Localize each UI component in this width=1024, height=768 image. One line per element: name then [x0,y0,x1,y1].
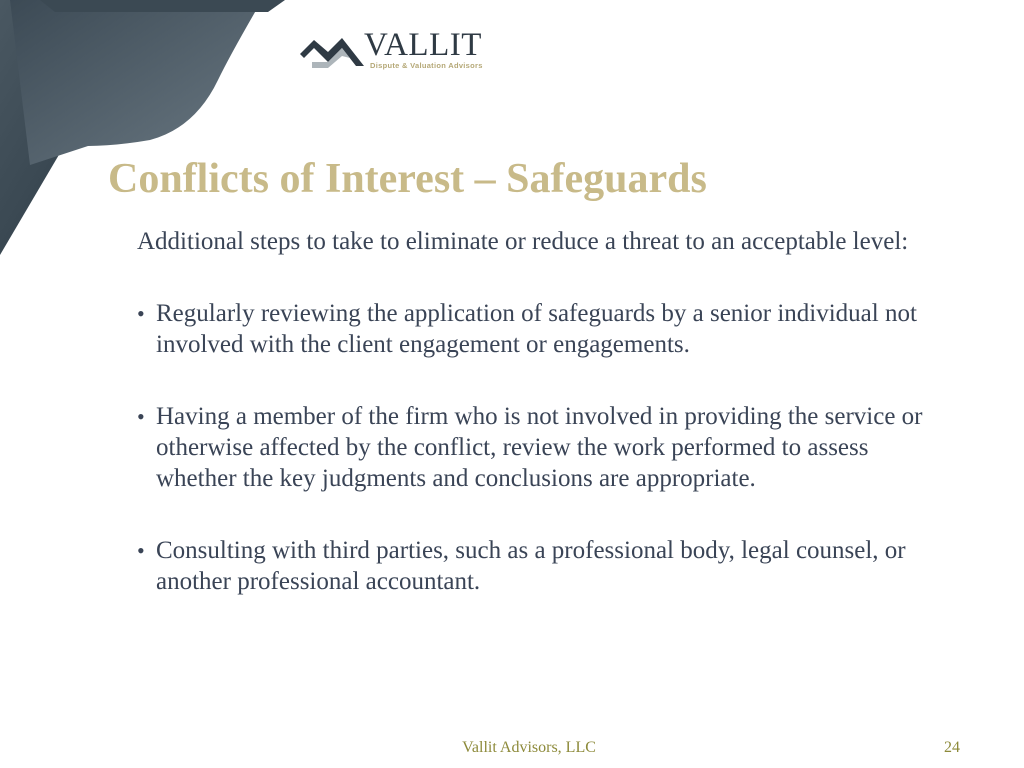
bullet-item [137,298,947,360]
intro-text: Additional steps to take to eliminate or reduce a threat to an acceptable level: [137,228,909,255]
corner-light-sweep [10,0,262,165]
logo-mark-icon [298,32,368,68]
company-logo [298,28,490,74]
bullet-marker: • [137,301,145,326]
bullet-text: Regularly reviewing the application of safeguards by a senior individual not involved with the client engagement or engagements. [156,300,917,358]
slide-title: Conflicts of Interest – Safeguards [108,156,707,202]
footer-company: Vallit Advisors, LLC [462,739,596,756]
logo-tagline: Dispute & Valuation Advisors [370,61,483,70]
corner-decoration [0,0,300,260]
corner-top-band [40,0,285,12]
bullet-item [137,401,947,494]
bullet-marker: • [137,538,145,563]
bullet-item [137,535,947,597]
logo-wordmark: VALLIT [364,27,482,63]
bullet-text: Having a member of the firm who is not involved in providing the service or otherwise affected by the conflict, review the work performed to assess whether the key judgments and conclusions are appropriate. [156,403,923,492]
bullet-marker: • [137,404,145,429]
page-number: 24 [944,739,960,756]
bullet-text: Consulting with third parties, such as a professional body, legal counsel, or another professional accountant. [156,537,906,595]
slide-body [137,226,947,597]
bullet-list [137,298,947,597]
